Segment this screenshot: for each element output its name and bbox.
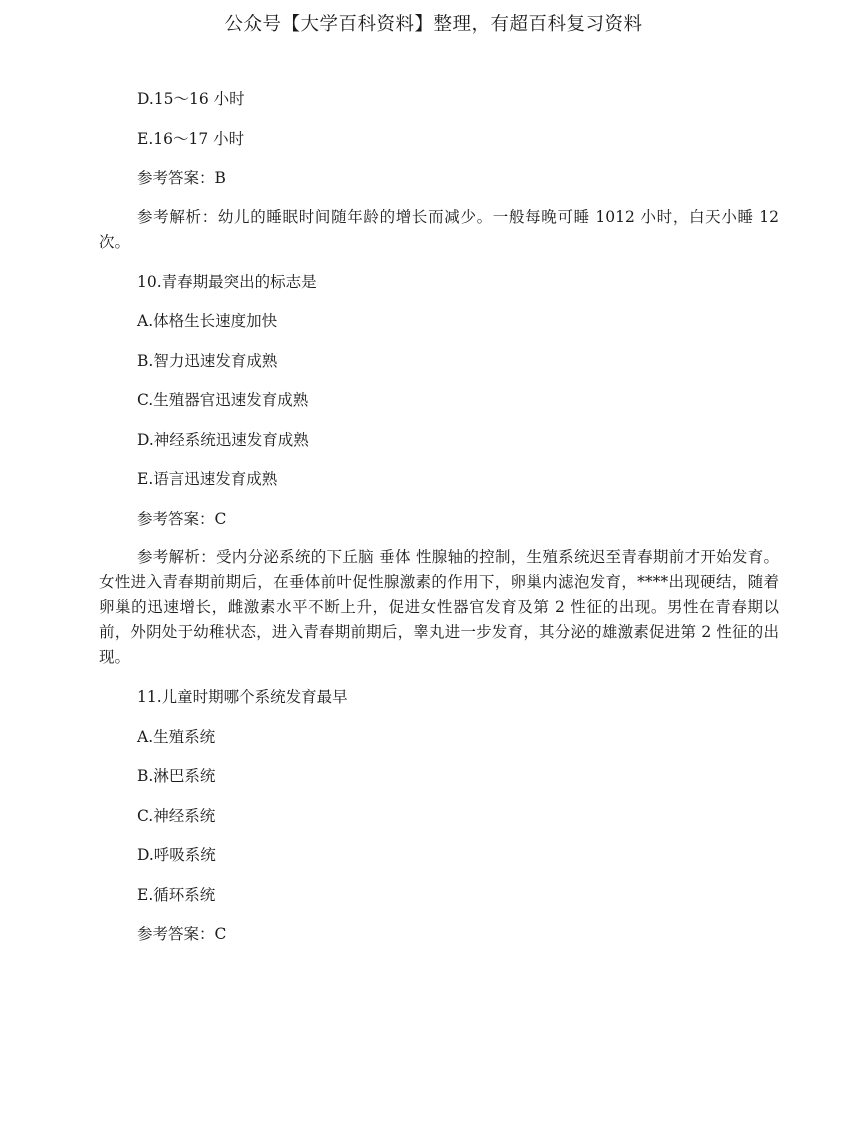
q10-explanation: 参考解析：受内分泌系统的下丘脑 垂体 性腺轴的控制，生殖系统迟至青春期前才开始发育。女性进入青春期前期后，在垂体前叶促性腺激素的作用下，卵巢内滤泡发育，****出现硬结，随着卵巢的迅速增长，雌激素水平不断上升，促进女性器官发育及第 2 性征的出现。男性在青春期以前，外阴处于幼稚状态，进入青春期前期后，睾丸进一步发育，其分泌的雄激素促进第 2 性征的出现。	[99, 548, 779, 666]
q11-option-d: D.呼吸系统	[137, 846, 216, 864]
document-body	[99, 86, 779, 961]
q10-option-d: D.神经系统迅速发育成熟	[137, 430, 309, 449]
q11-answer: 参考答案：C	[137, 925, 227, 943]
q9-explanation: 参考解析：幼儿的睡眠时间随年龄的增长而减少。一般每晚可睡 1012 小时，白天小睡 12 次。	[99, 207, 779, 251]
q9-answer: 参考答案：B	[137, 169, 226, 187]
q11-option-b: B.淋巴系统	[137, 767, 216, 785]
q10-option-b: B.智力迅速发育成熟	[137, 351, 278, 370]
q10-option-e: E.语言迅速发育成熟	[137, 470, 278, 488]
q11-option-e: E.循环系统	[137, 885, 216, 904]
q10-question: 10.青春期最突出的标志是	[137, 272, 317, 291]
q10-option-a: A.体格生长速度加快	[137, 312, 278, 330]
q9-option-e: E.16～17 小时	[137, 129, 245, 148]
q9-option-d: D.15～16 小时	[137, 90, 245, 108]
q10-option-c: C.生殖器官迅速发育成熟	[137, 391, 309, 409]
q11-option-a: A.生殖系统	[137, 727, 216, 746]
page-header: 公众号【大学百科资料】整理，有超百科复习资料	[224, 14, 643, 35]
q11-option-c: C.神经系统	[137, 806, 216, 825]
q11-question: 11.儿童时期哪个系统发育最早	[137, 688, 348, 706]
q10-answer: 参考答案：C	[137, 509, 227, 528]
